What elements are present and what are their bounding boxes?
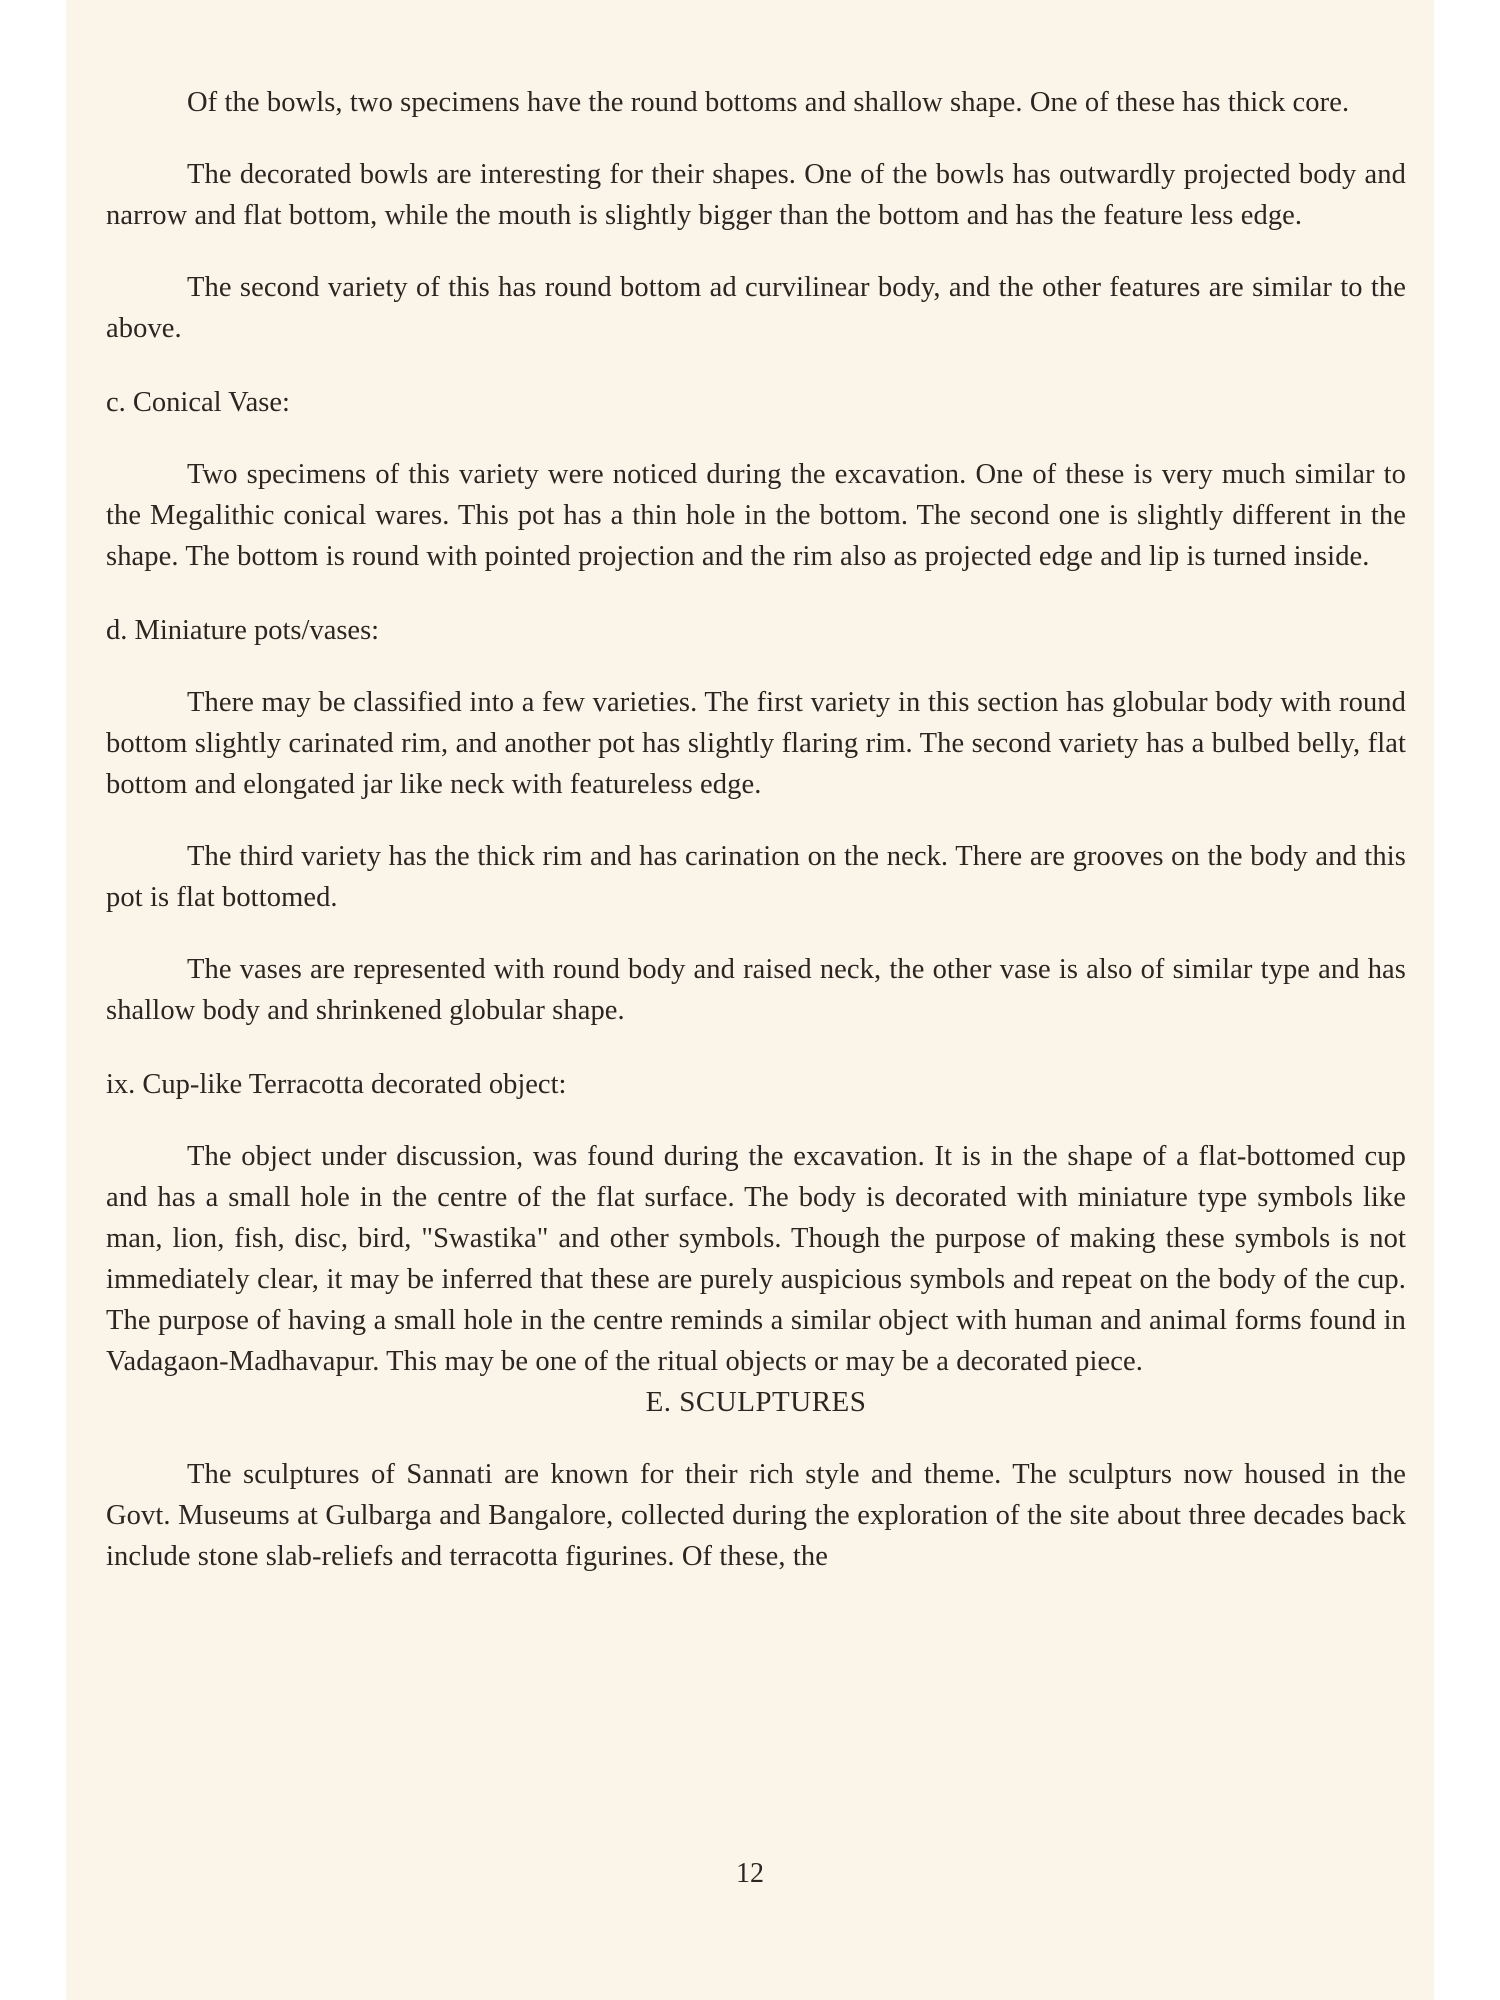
paragraph-miniature-varieties: There may be classified into a few varieties. The first variety in this section has globular body with round bottom slightly carinated rim, and another pot has slightly flaring rim. The second variety has a bulbed belly, flat bottom and elongated jar like neck with featureless edge.: [106, 687, 1406, 800]
paragraph-vases: The vases are represented with round body and raised neck, the other vase is also of similar type and has shallow body and shrinkened globular shape.: [106, 954, 1406, 1026]
page-body: [106, 82, 1406, 1577]
page-number: 12: [736, 1858, 764, 1889]
document-page: [66, 0, 1434, 2000]
section-title-sculptures: E. SCULPTURES: [645, 1386, 867, 1418]
heading-miniature-pots: d. Miniature pots/vases:: [106, 615, 380, 646]
paragraph-conical-vase: Two specimens of this variety were noticed during the excavation. One of these is very much similar to the Megalithic conical wares. This pot has a thin hole in the bottom. The second one is slightly different in the shape. The bottom is round with pointed projection and the rim also as projected edge and lip is turned inside.: [106, 459, 1406, 572]
paragraph-cup-object: The object under discussion, was found during the excavation. It is in the shape of a flat-bottomed cup and has a small hole in the centre of the flat surface. The body is decorated with miniature type symbols like man, lion, fish, disc, bird, "Swastika" and other symbols. Though the purpose of making these symbols is not immediately clear, it may be inferred that these are purely auspicious symbols and repeat on the body of the cup. The purpose of having a small hole in the centre reminds a similar object with human and animal forms found in Vadagaon-Madhavapur. This may be one of the ritual objects or may be a decorated piece.: [106, 1141, 1406, 1377]
paragraph-bowls-shape: Of the bowls, two specimens have the round bottoms and shallow shape. One of these has thick core.: [187, 87, 1350, 118]
paragraph-decorated-bowls: The decorated bowls are interesting for their shapes. One of the bowls has outwardly projected body and narrow and flat bottom, while the mouth is slightly bigger than the bottom and has the feature less edge.: [106, 159, 1406, 231]
paragraph-sculptures: The sculptures of Sannati are known for their rich style and theme. The sculpturs now housed in the Govt. Museums at Gulbarga and Bangalore, collected during the exploration of the site about three decades back include stone slab-reliefs and terracotta figurines. Of these, the: [106, 1459, 1406, 1572]
paragraph-second-variety: The second variety of this has round bottom ad curvilinear body, and the other features are similar to the above.: [106, 272, 1406, 344]
heading-cup-like-object: ix. Cup-like Terracotta decorated object:: [106, 1069, 567, 1100]
heading-conical-vase: c. Conical Vase:: [106, 387, 290, 418]
paragraph-third-variety: The third variety has the thick rim and has carination on the neck. There are grooves on the body and this pot is flat bottomed.: [106, 841, 1406, 913]
